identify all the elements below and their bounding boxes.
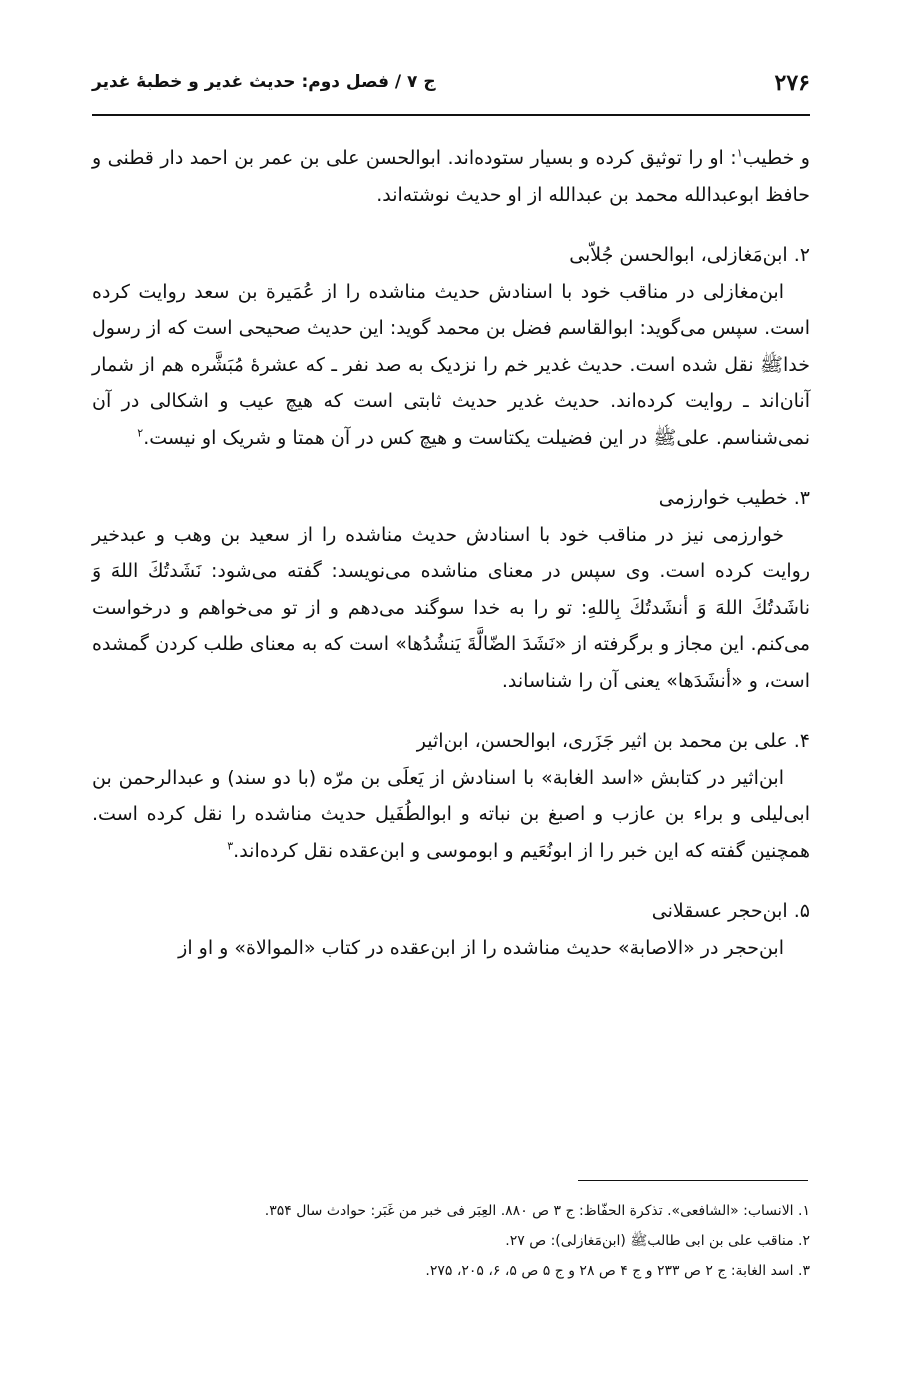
section-3-paragraph: خوارزمی نیز در مناقب خود با اسنادش حدیث مناشده را از سعید بن وهب و عبدخیر روایت کرده است. وی سپس در معنای مناشده می‌نویسد: گفته می‌شود: نَشَدتُكَ اللهَ وَ ناشَدتُكَ اللهَ وَ أنشَدتُكَ بِاللهِ: تو را به خدا سوگند می‌دهم و از تو می‌خواهم و درخواست می‌کنم. این مجاز و برگرفته از «نَشَدَ الضّالَّةَ یَنشُدُها» است که به معنای طلب کردن گمشده است، و «أنشَدَها» یعنی آن را شناساند. bbox=[92, 523, 810, 692]
footnotes bbox=[92, 1196, 810, 1286]
section-2-text: ابن‌مغازلی در مناقب خود با اسنادش حدیث مناشده را از عُمَیرة بن سعد روایت کرده است. سپس می‌گوید: ابوالقاسم فضل بن محمد گوید: این حدیث صحیحی است که از رسول خدا‌ﷺ نقل شده است. حدیث غدیر خم را نزدیک به صد نفر ـ که عشرهٔ مُبَشَّره هم از شمار آنان‌اند ـ روایت کرده‌اند. حدیث غدیر حدیث ثابتی است که هیچ عیب و اشکالی در آن نمی‌شناسم. علی‌ﷺ در این فضیلت یکتاست و هیچ کس در آن همتا و شریک او نیست. bbox=[92, 280, 810, 449]
footnote-ref-3: ۳ bbox=[227, 839, 234, 853]
section-2-paragraph bbox=[92, 274, 810, 457]
footnote-divider bbox=[578, 1180, 808, 1181]
section-title-2: ۲. ابن‌مَغازلی، ابوالحسن جُلاّبی bbox=[569, 244, 810, 266]
footnote-2: ۲. مناقب علی بن ابی طالب‌ﷺ (ابن‌مَغازلی): ص ۲۷. bbox=[505, 1233, 810, 1249]
section-title-3: ۳. خطیب خوارزمی bbox=[658, 487, 810, 509]
footnote-3: ۳. اسد الغابة: ج ۲ ص ۲۳۳ و ج ۴ ص ۲۸ و ج ۵ ص ۵، ۶، ۲۰۵، ۲۷۵. bbox=[425, 1263, 810, 1279]
paragraph-1 bbox=[92, 140, 810, 213]
footnote-ref-1: ۱ bbox=[736, 146, 743, 160]
running-head: ج ۷ / فصل دوم: حدیث غدیر و خطبهٔ غدیر bbox=[92, 72, 436, 92]
body-text bbox=[92, 140, 810, 966]
page-number: ۲۷۶ bbox=[774, 70, 810, 96]
section-5-paragraph: ابن‌حجر در «الاصابة» حدیث مناشده را از ابن‌عقده در کتاب «الموالاة» و او از bbox=[178, 936, 784, 959]
footnote-ref-2: ۲ bbox=[137, 426, 144, 440]
footnote-1: ۱. الانساب: «الشافعی». تذکرة الحفّاظ: ج ۳ ص ۸۸۰. العِبَر فی خبر من غَبَر: حوادث سال ۳۵۴. bbox=[264, 1203, 810, 1219]
page-header bbox=[92, 62, 810, 116]
section-title-4: ۴. علی بن محمد بن اثیر جَزَری، ابوالحسن، ابن‌اثیر bbox=[416, 730, 810, 752]
paragraph-1-rest: : او را توثیق کرده و بسیار ستوده‌اند. ابوالحسن علی بن عمر بن احمد دار قطنی و حافظ ابوعبدالله محمد بن عبدالله از او حدیث نوشته‌اند. bbox=[92, 147, 810, 206]
paragraph-1-start: و خطیب bbox=[742, 147, 810, 169]
section-title-5: ۵. ابن‌حجر عسقلانی bbox=[651, 900, 810, 922]
section-4-paragraph bbox=[92, 760, 810, 870]
section-4-text: ابن‌اثیر در کتابش «اسد الغابة» با اسنادش از یَعلَی بن مرّه (با دو سند) و عبدالرحمن بن ابی‌لیلی و براء بن عازب و اصبغ بن نباته و ابوالطُفَیل حدیث مناشده را نقل کرده است. همچنین گفته که این خبر را از ابونُعَیم و ابوموسی و ابن‌عقده نقل کرده‌اند. bbox=[92, 766, 810, 862]
